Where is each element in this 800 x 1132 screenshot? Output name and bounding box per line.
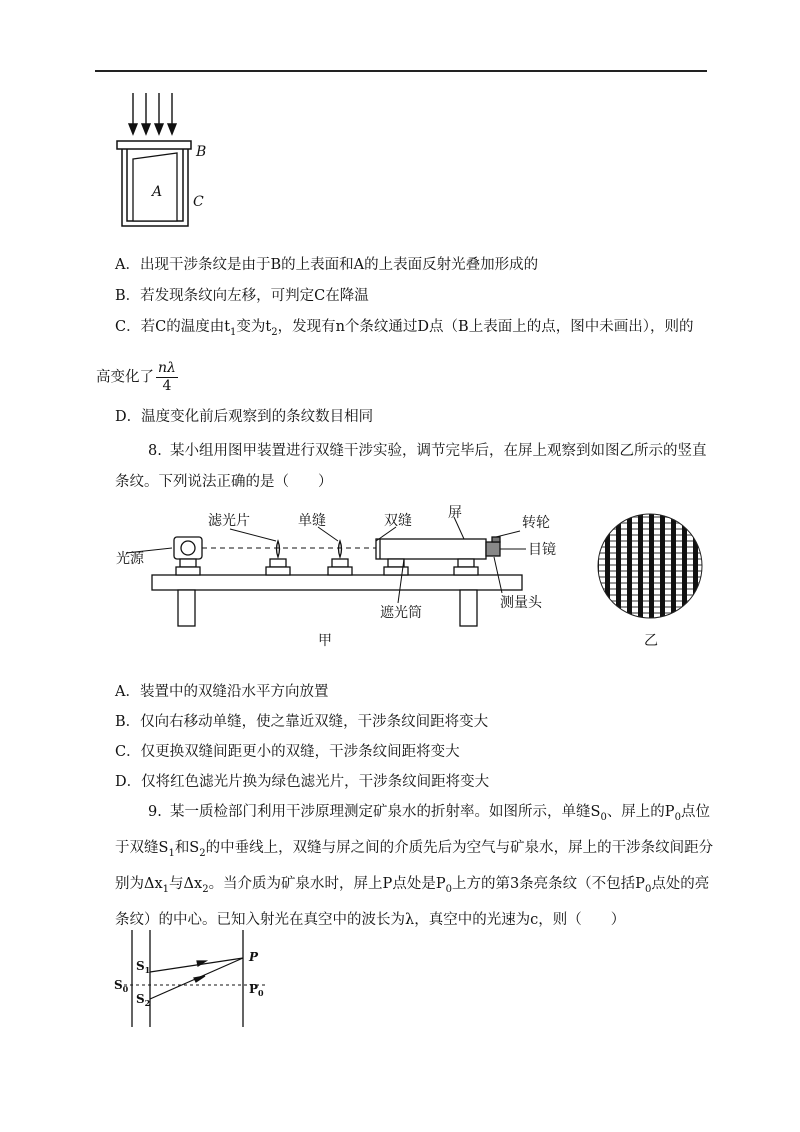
label-s1: $S_1$ xyxy=(136,959,151,975)
label-filter: 滤光片 xyxy=(208,513,250,529)
label-p: P xyxy=(249,950,259,964)
label-light-source: 光源 xyxy=(116,551,144,567)
plate-b xyxy=(117,141,191,149)
q7-option-d: D．温度变化前后观察到的条纹数目相同 xyxy=(115,409,374,425)
shade-tube xyxy=(376,539,486,559)
label-a: A xyxy=(152,184,163,200)
label-c: C xyxy=(193,194,204,210)
q8-option-a: A．装置中的双缝沿水平方向放置 xyxy=(115,684,329,700)
measuring-head xyxy=(486,542,500,556)
q8-apparatus-figure-jia xyxy=(108,505,588,655)
label-single-slit: 单缝 xyxy=(298,513,326,529)
label-wheel: 转轮 xyxy=(522,515,550,531)
q9-stem: 9. 某一质检部门利用干涉原理测定矿泉水的折射率。如图所示，单缝$S_0$、屏上的$P_0$点位于双缝$S_1$和$S_2$的中垂线上，双缝与屏之间的介质先后为空气与矿泉水，屏上的干涉条纹间距分别为$\Delta x_1$与$\Delta x_2$。当介质为矿泉水时，屏上P点处是$P_0$上方的第3条亮条纹（不包括$P_0$点处的亮条纹）的中心。已知入射光在真空中的波长为λ，真空中的光速为c，则（ ） xyxy=(115,804,714,928)
label-screen: 屏 xyxy=(448,505,462,521)
height-change-fraction: $\frac{n\lambda}{4}$ xyxy=(158,360,176,394)
label-shade-tube: 遮光筒 xyxy=(380,605,422,621)
bench-leg-left xyxy=(178,590,195,626)
q7-option-c: C．若C的温度由$t_1$变为$t_2$，发现有n个条纹通过D点（B上表面上的点，图中未画出），则的 xyxy=(115,319,694,338)
filter-lens xyxy=(277,541,280,557)
incident-light-arrows xyxy=(129,93,176,134)
q7-option-b: B．若发现条纹向左移，可判定C在降温 xyxy=(115,288,369,304)
header-rule xyxy=(95,70,707,72)
label-double-slit: 双缝 xyxy=(384,513,412,529)
q7-option-a: A．出现干涉条纹是由于B的上表面和A的上表面反射光叠加形成的 xyxy=(115,257,539,273)
caption-yi: 乙 xyxy=(644,633,658,649)
label-measuring-head: 测量头 xyxy=(500,595,542,611)
optical-bench xyxy=(152,575,522,590)
single-slit-lens xyxy=(339,541,342,557)
q8-option-d: D．仅将红色滤光片换为绿色滤光片，干涉条纹间距将变大 xyxy=(115,774,490,790)
q8-option-b: B．仅向右移动单缝，使之靠近双缝，干涉条纹间距将变大 xyxy=(115,714,489,730)
q7-option-c-continued: 高变化了 $\frac{n\lambda}{4}$ xyxy=(96,360,176,394)
q8-fringe-pattern-yi xyxy=(594,510,714,650)
q7-apparatus-figure xyxy=(100,88,220,238)
label-eyepiece: 目镜 xyxy=(528,542,556,558)
label-b: B xyxy=(196,144,207,160)
label-s2: $S_2$ xyxy=(136,992,151,1008)
q8-option-c: C．仅更换双缝间距更小的双缝，干涉条纹间距将变大 xyxy=(115,744,460,760)
label-p0: $P_0$ xyxy=(249,982,264,998)
bench-leg-right xyxy=(460,590,477,626)
q8-stem: 8. 某小组用图甲装置进行双缝干涉实验，调节完毕后，在屏上观察到如图乙所示的竖直条纹。下列说法正确的是（ ） xyxy=(115,443,707,490)
q9-double-slit-figure xyxy=(110,925,280,1035)
ray-s1-p xyxy=(150,958,243,972)
label-s0: $S_0$ xyxy=(114,978,129,994)
caption-jia: 甲 xyxy=(318,633,332,649)
